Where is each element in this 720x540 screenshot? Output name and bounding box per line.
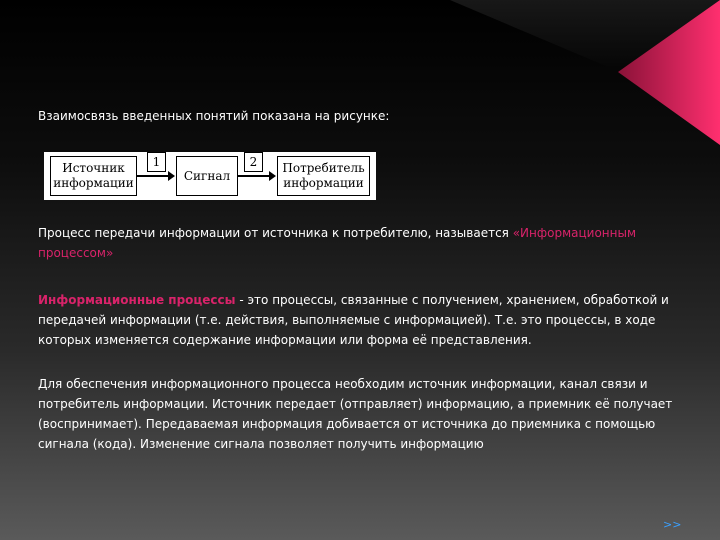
definition-text: Процесс передачи информации от источника к потребителю, называется <box>38 226 513 240</box>
signal-box: Сигнал <box>176 156 238 196</box>
source-box: Источник информации <box>50 156 137 196</box>
channel-1-label: 1 <box>147 152 166 172</box>
consumer-box: Потребитель информации <box>277 156 370 196</box>
information-flow-diagram <box>44 152 376 200</box>
definition-term: «Информационным процессом» <box>38 226 637 260</box>
processes-term: Информационные процессы <box>38 293 236 307</box>
arrow-1 <box>137 175 169 177</box>
paragraph-definition <box>38 223 688 263</box>
processes-text: - это процессы, связанные с получением, хранением, обработкой и передачей информации (т.е. действия, выполняемые с информацией). Т.е. это процессы, в ходе которых изменяется содержание информации или форма её представления. <box>38 293 669 347</box>
next-slide-link[interactable]: >> <box>663 518 682 531</box>
paragraph-processes <box>38 290 688 350</box>
arrow-2 <box>238 175 270 177</box>
intro-text: Взаимосвязь введенных понятий показана на рисунке: <box>38 109 390 123</box>
channel-2-label: 2 <box>244 152 263 172</box>
paragraph-requirements: Для обеспечения информационного процесса необходим источник информации, канал связи и потребитель информации. Источник передает (отправляет) информацию, а приемник её получает (воспринимает). Передаваемая информация добивается от источника до приемника с помощью сигнала (кода). Изменение сигнала позволяет получить информацию <box>38 377 673 451</box>
